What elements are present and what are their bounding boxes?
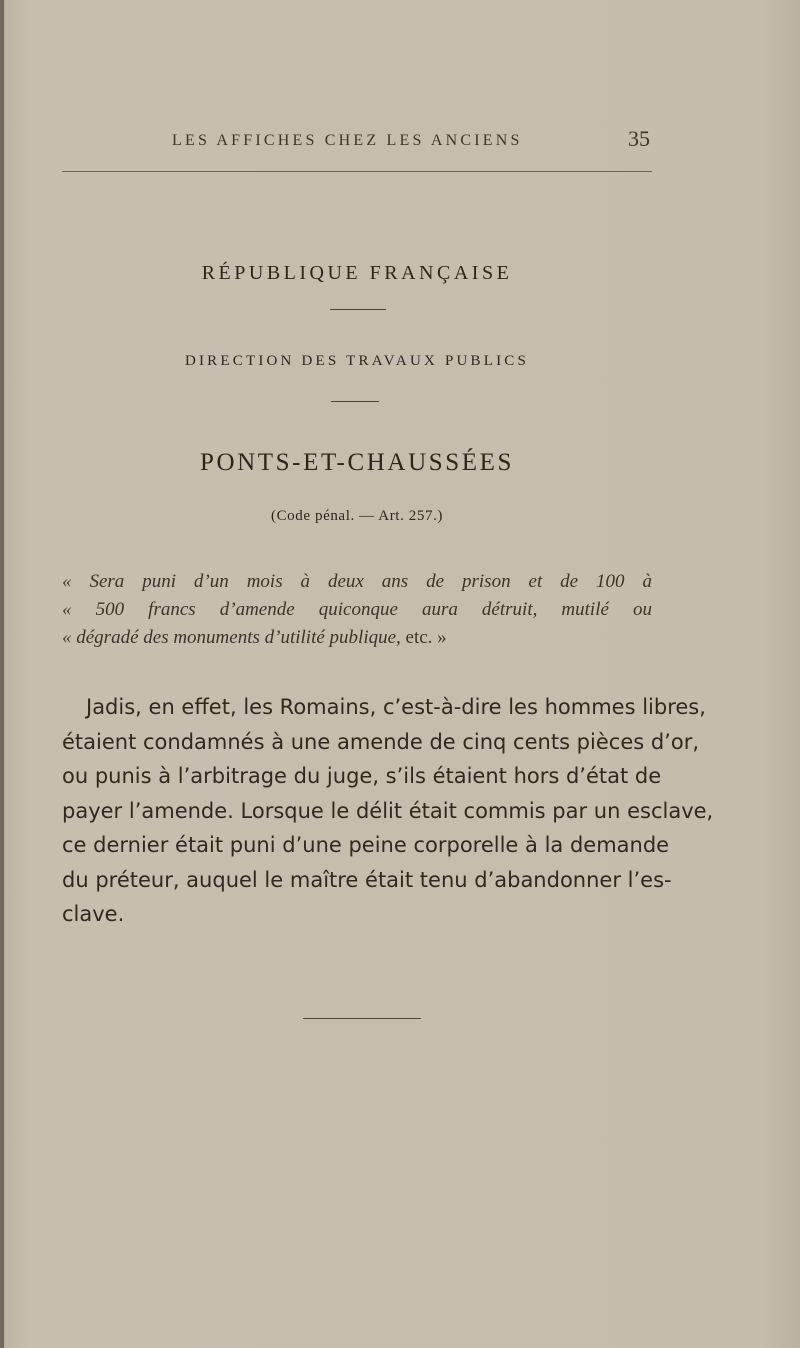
legal-quote xyxy=(62,568,652,652)
paragraph-line: ou punis à l’arbitrage du juge, s’ils étaient hors d’état de xyxy=(62,764,662,788)
paragraph-line: du préteur, auquel le maître était tenu d’abandonner l’es- xyxy=(62,867,672,892)
paragraph-line: étaient condamnés à une amende de cinq cents pièces d’or, xyxy=(62,729,700,754)
page-binding-edge xyxy=(0,0,4,1348)
direction-heading: DIRECTION DES TRAVAUX PUBLICS xyxy=(184,353,530,369)
quote-line-ending: etc. » xyxy=(400,627,447,648)
paragraph-line: Jadis, en effet, les Romains, c’est-à-dire les hommes libres, xyxy=(86,695,706,719)
quote-line: « 500 francs d’amende quiconque aura détruit, mutilé ou xyxy=(62,599,652,620)
page-number: 35 xyxy=(628,126,650,151)
running-header xyxy=(62,126,652,166)
paragraph-line: clave. xyxy=(62,902,125,926)
header-rule xyxy=(62,171,652,172)
paragraph-line: ce dernier était puni d’une peine corporelle à la demande xyxy=(62,833,670,857)
quote-line-text: « dégradé des monuments d’utilité publique, xyxy=(62,627,401,648)
department-title: PONTS-ET-CHAUSSÉES xyxy=(200,449,514,476)
heading-divider xyxy=(330,309,386,310)
code-reference: (Code pénal. — Art. 257.) xyxy=(270,508,444,524)
heading-divider xyxy=(331,401,379,402)
quote-line xyxy=(62,624,652,652)
section-end-rule xyxy=(303,1018,421,1019)
paragraph-line: payer l’amende. Lorsque le délit était commis par un esclave, xyxy=(62,798,714,823)
quote-line: « Sera puni d’un mois à deux ans de prison et de 100 à xyxy=(62,571,652,592)
republic-heading: RÉPUBLIQUE FRANÇAISE xyxy=(201,262,513,284)
body-paragraph xyxy=(62,690,714,932)
running-title: LES AFFICHES CHEZ LES ANCIENS xyxy=(172,132,523,149)
